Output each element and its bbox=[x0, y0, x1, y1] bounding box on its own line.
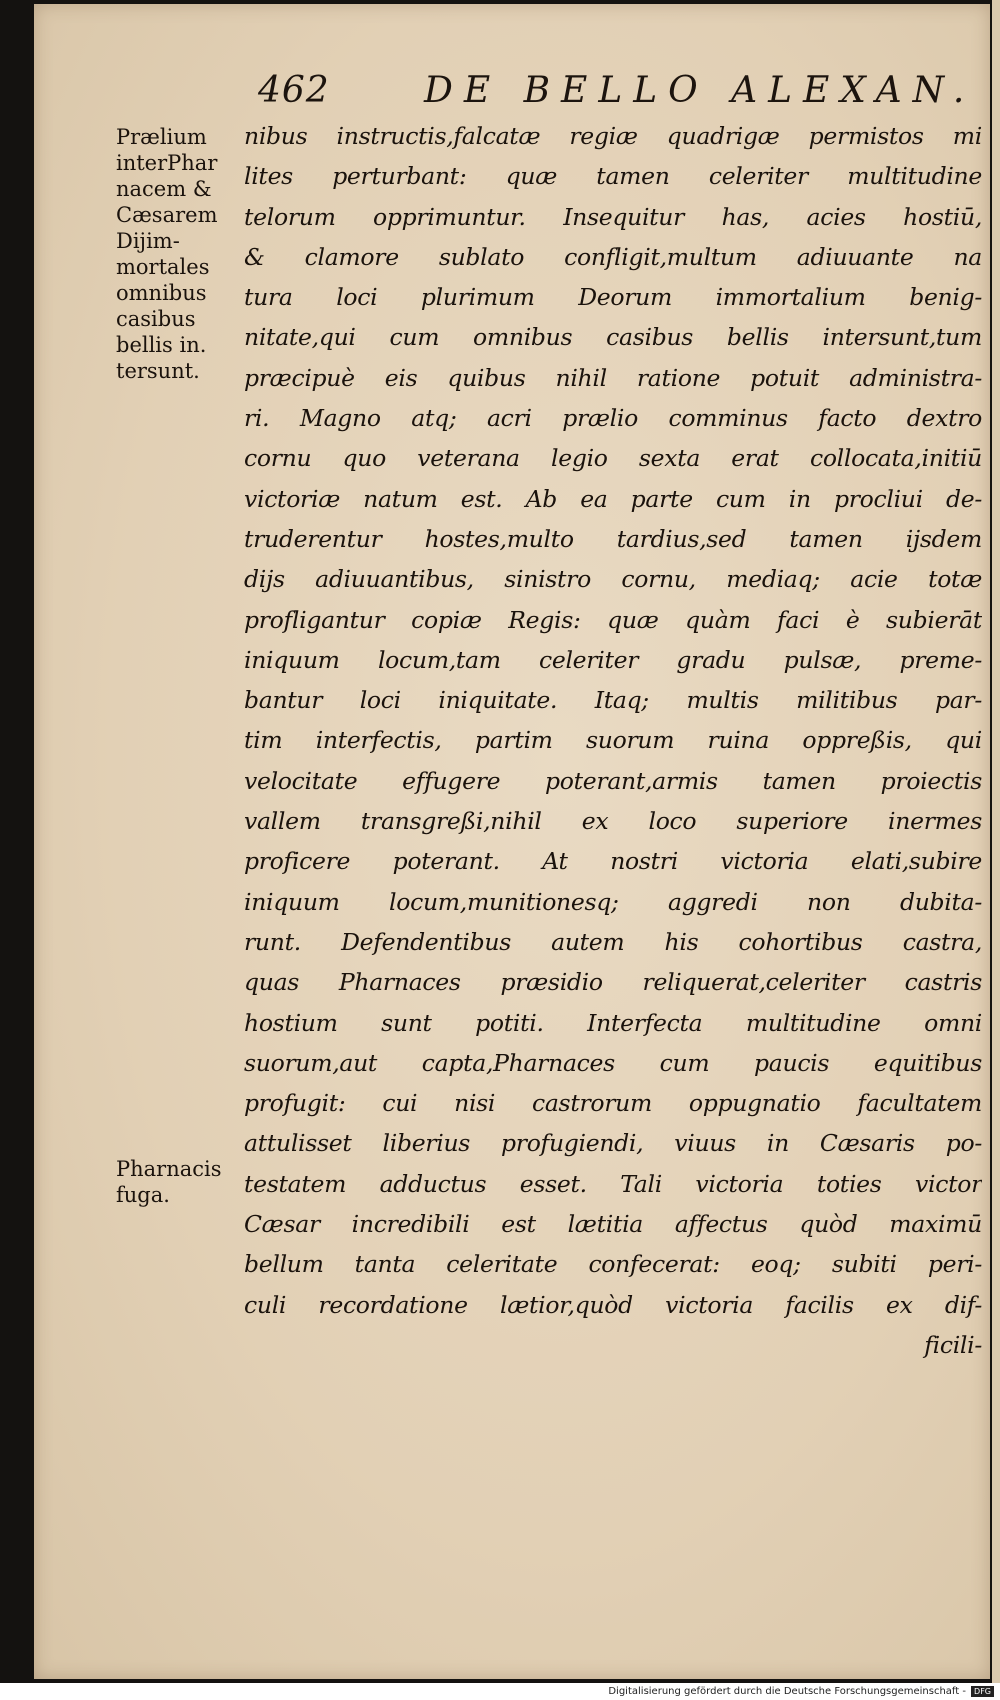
margin-note-battle bbox=[116, 124, 217, 384]
text-line: victoriæ natum est. Ab ea parte cum in procliui de- bbox=[244, 484, 982, 513]
text-line: profligantur copiæ Regis: quæ quàm faci è subierāt bbox=[244, 605, 982, 634]
text-line: Cæsar incredibili est lætitia affectus quòd maximū bbox=[244, 1210, 982, 1239]
page-number: 462 bbox=[258, 70, 330, 111]
text-line: nibus instructis,falcatæ regiæ quadrigæ permistos mi bbox=[244, 122, 982, 150]
digitization-footer bbox=[0, 1683, 1000, 1700]
text-line: iniquum locum,munitionesq; aggredi non dubita- bbox=[244, 887, 982, 916]
running-title: DE BELLO ALEXAN. bbox=[424, 70, 976, 111]
text-line: lites perturbant: quæ tamen celeriter multitudine bbox=[244, 162, 982, 191]
text-line: tura loci plurimum Deorum immortalium benig- bbox=[244, 283, 982, 312]
funding-notice: Digitalisierung gefördert durch die Deutsche Forschungsgemeinschaft - bbox=[608, 1686, 966, 1697]
text-line: attulisset liberius profugiendi, viuus in Cæsaris po- bbox=[244, 1129, 982, 1158]
text-line: profugit: cui nisi castrorum oppugnatio facultatem bbox=[244, 1089, 982, 1118]
text-line: runt. Defendentibus autem his cohortibus castra, bbox=[244, 927, 982, 956]
text-line: quas Pharnaces præsidio reliquerat,celeriter castris bbox=[244, 968, 982, 997]
text-line: suorum,aut capta,Pharnaces cum paucis equitibus bbox=[244, 1048, 982, 1077]
text-line: telorum opprimuntur. Insequitur has, acies hostiū, bbox=[244, 202, 982, 231]
margin-note-line: omnibus bbox=[116, 281, 207, 305]
body-text bbox=[244, 116, 982, 1365]
margin-note-line: tersunt. bbox=[116, 359, 200, 383]
text-line: vallem transgreßi,nihil ex loco superiore inermes bbox=[244, 807, 982, 836]
text-line: cornu quo veterana legio sexta erat collocata,initiū bbox=[244, 444, 982, 473]
text-line: præcipuè eis quibus nihil ratione potuit administra- bbox=[244, 363, 982, 392]
text-line: culi recordatione lætior,quòd victoria facilis ex dif- bbox=[244, 1290, 982, 1319]
text-line: testatem adductus esset. Tali victoria toties victor bbox=[244, 1169, 982, 1198]
margin-note-line: mortales bbox=[116, 255, 210, 279]
text-line: iniquum locum,tam celeriter gradu pulsæ, preme- bbox=[244, 645, 982, 674]
text-line: tim interfectis, partim suorum ruina oppreßis, qui bbox=[244, 726, 982, 755]
margin-note-line: bellis in. bbox=[116, 333, 207, 357]
margin-note-line: nacem & bbox=[116, 177, 212, 201]
dfg-logo: DFG bbox=[971, 1686, 994, 1697]
margin-note-line: Dijim- bbox=[116, 229, 180, 253]
margin-note-line: Cæsarem bbox=[116, 203, 218, 227]
adjacent-page-edge bbox=[992, 0, 1000, 1683]
margin-note-line: casibus bbox=[116, 307, 196, 331]
book-page bbox=[34, 4, 990, 1679]
text-line: proficere poterant. At nostri victoria elati,subire bbox=[244, 847, 982, 876]
text-line: & clamore sublato confligit,multum adiuuante na bbox=[244, 242, 982, 271]
text-line: ri. Magno atq; acri prælio comminus facto dextro bbox=[244, 404, 982, 433]
text-line: bantur loci iniquitate. Itaq; multis militibus par- bbox=[244, 686, 982, 715]
text-line: dijs adiuuantibus, sinistro cornu, mediaq; acie totæ bbox=[244, 565, 982, 594]
text-line: truderentur hostes,multo tardius,sed tamen ijsdem bbox=[244, 524, 982, 553]
text-line: bellum tanta celeritate confecerat: eoq; subiti peri- bbox=[244, 1250, 982, 1279]
text-line: velocitate effugere poterant,armis tamen proiectis bbox=[244, 766, 982, 795]
catchword: ficili- bbox=[924, 1330, 982, 1359]
margin-note-line: Prælium bbox=[116, 125, 207, 149]
margin-note-line: Pharnacis bbox=[116, 1157, 222, 1181]
margin-note-flight bbox=[116, 1156, 222, 1208]
text-line: hostium sunt potiti. Interfecta multitudine omni bbox=[244, 1008, 982, 1037]
margin-note-line: interPhar bbox=[116, 151, 218, 175]
text-line: nitate,qui cum omnibus casibus bellis intersunt,tum bbox=[244, 323, 982, 352]
margin-note-line: fuga. bbox=[116, 1183, 170, 1207]
